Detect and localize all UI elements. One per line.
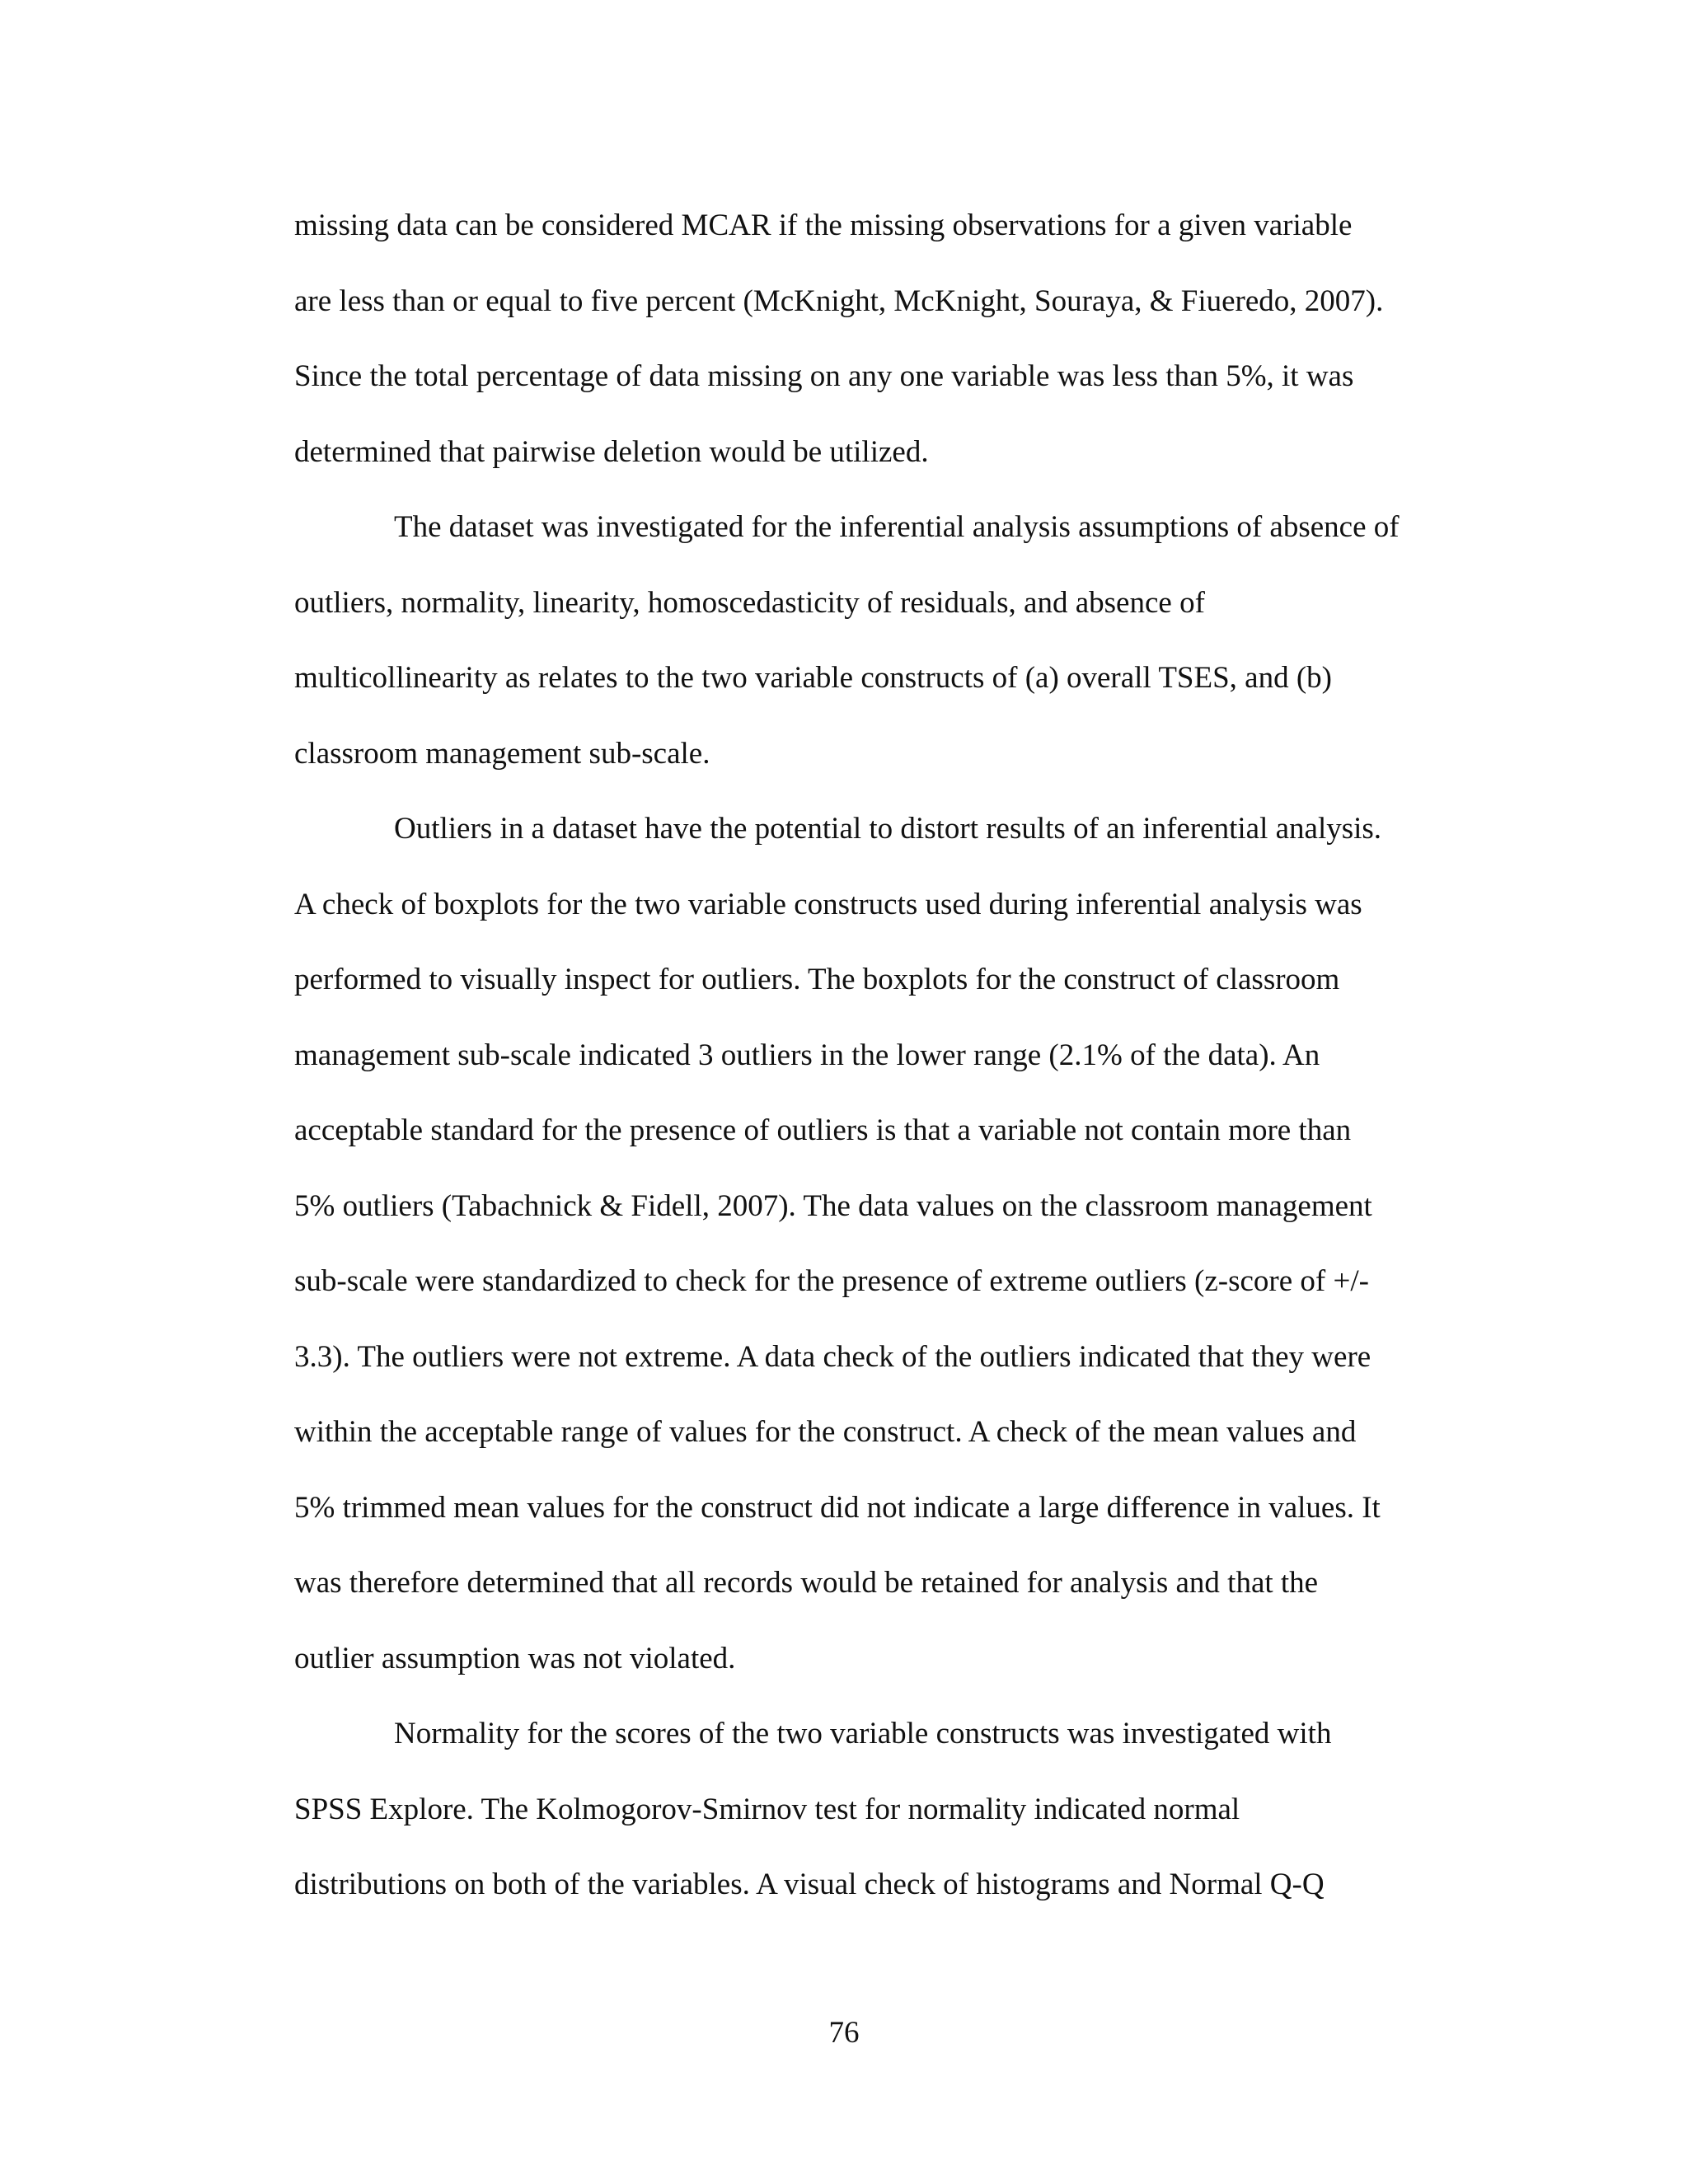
text-line: was therefore determined that all records would be retained for analysis and that the bbox=[294, 1566, 1319, 1600]
text-line: outliers, normality, linearity, homoscedasticity of residuals, and absence of bbox=[294, 585, 1205, 620]
text-line: 5% trimmed mean values for the construct did not indicate a large difference in values. It bbox=[294, 1490, 1381, 1525]
text-line: missing data can be considered MCAR if the missing observations for a given variable bbox=[294, 209, 1353, 242]
text-line: distributions on both of the variables. A visual check of histograms and Normal Q-Q bbox=[294, 1868, 1325, 1901]
text-line: sub-scale were standardized to check for the presence of extreme outliers (z-score of +/- bbox=[294, 1264, 1369, 1298]
text-line: 5% outliers (Tabachnick & Fidell, 2007). The data values on the classroom management bbox=[294, 1188, 1372, 1223]
text-line: Normality for the scores of the two variable constructs was investigated with bbox=[394, 1717, 1332, 1750]
text-line: A check of boxplots for the two variable constructs used during inferential analysis was bbox=[294, 887, 1362, 921]
paragraph-assumptions bbox=[294, 490, 1481, 791]
page-number: 76 bbox=[828, 2016, 860, 2050]
text-line: are less than or equal to five percent (McKnight, McKnight, Souraya, & Fiueredo, 2007). bbox=[294, 284, 1384, 318]
text-line: classroom management sub-scale. bbox=[294, 736, 710, 771]
text-line: The dataset was investigated for the inferential analysis assumptions of absence of bbox=[394, 510, 1400, 544]
paragraph-missing-data bbox=[294, 188, 1481, 490]
text-line: performed to visually inspect for outliers. The boxplots for the construct of classroom bbox=[294, 963, 1340, 996]
text-line: acceptable standard for the presence of outliers is that a variable not contain more than bbox=[294, 1113, 1352, 1147]
text-line: determined that pairwise deletion would be utilized. bbox=[294, 434, 929, 469]
text-line: Since the total percentage of data missing on any one variable was less than 5%, it was bbox=[294, 359, 1354, 393]
body-text bbox=[294, 188, 1481, 1923]
paragraph-normality bbox=[294, 1696, 1481, 1923]
text-line: outlier assumption was not violated. bbox=[294, 1641, 736, 1675]
text-line: Outliers in a dataset have the potential to distort results of an inferential analysis. bbox=[394, 812, 1382, 846]
text-line: within the acceptable range of values for the construct. A check of the mean values and bbox=[294, 1415, 1357, 1449]
text-line: 3.3). The outliers were not extreme. A data check of the outliers indicated that they were bbox=[294, 1339, 1372, 1374]
paragraph-outliers bbox=[294, 791, 1481, 1696]
text-line: management sub-scale indicated 3 outliers in the lower range (2.1% of the data). An bbox=[294, 1038, 1320, 1072]
text-line: multicollinearity as relates to the two variable constructs of (a) overall TSES, and (b) bbox=[294, 661, 1332, 695]
text-line: SPSS Explore. The Kolmogorov-Smirnov test for normality indicated normal bbox=[294, 1792, 1240, 1826]
